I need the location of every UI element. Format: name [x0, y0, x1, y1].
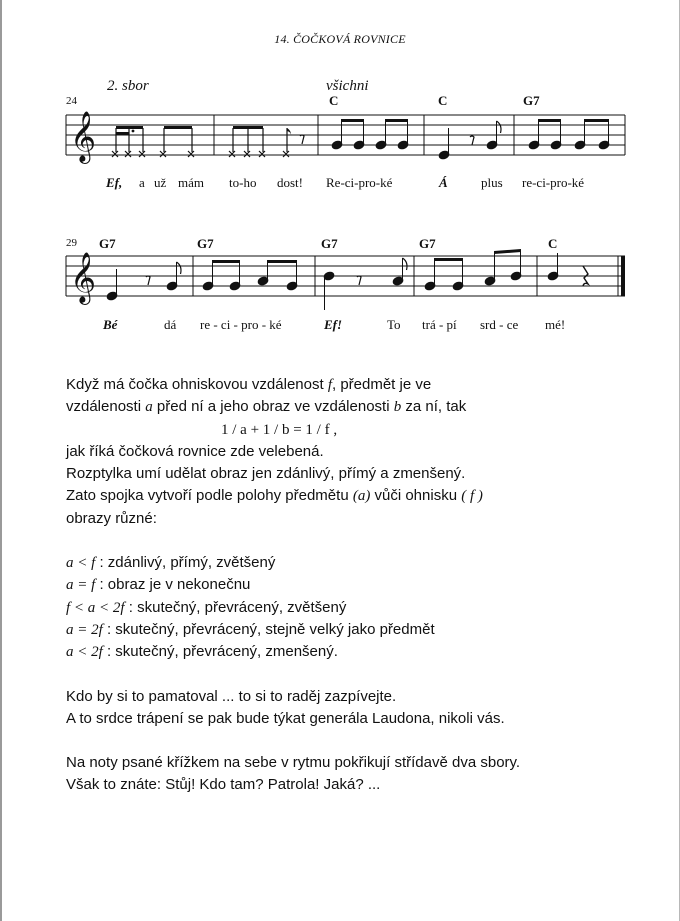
chord-label: C [548, 236, 558, 251]
chord-label: C [329, 93, 339, 108]
case-line [66, 552, 646, 574]
lyric: re - ci - pro - ké [200, 317, 282, 332]
text-line: Však to znáte: Stůj! Kdo tam? Patrola! Jaká? ... [66, 776, 381, 794]
text-fragment: , předmět je ve [331, 376, 432, 393]
case-result: : zdánlivý, přímý, zvětšený [95, 554, 276, 572]
lyric: Bé [103, 317, 118, 332]
case-line [66, 619, 646, 641]
staff-system-2 [66, 236, 625, 332]
final-barline [621, 256, 625, 296]
chord-label: G7 [523, 93, 540, 108]
case-condition: a = f [66, 577, 96, 594]
case-result: : skutečný, převrácený, stejně velký jako předmět [102, 620, 435, 638]
page-title: 14. ČOČKOVÁ ROVNICE [274, 32, 406, 46]
lyric: Ef! [324, 317, 343, 332]
notes-measure-32 [424, 249, 522, 291]
variable-f: f [327, 377, 332, 393]
lyric: Á [439, 175, 448, 190]
text-fragment: Zato spojka vytvoří podle polohy předmětu [66, 487, 353, 505]
treble-clef-icon: 𝄞 [70, 111, 97, 162]
notes-measure-29 [106, 262, 181, 301]
lyric: Re-ci-pro-ké [326, 175, 393, 190]
case-condition: a < f [66, 555, 96, 572]
chord-label: G7 [197, 236, 214, 251]
case-result: : skutečný, převrácený, zmenšený. [102, 643, 338, 661]
text-line [66, 485, 646, 507]
music-score [0, 0, 680, 360]
variable-b: b [393, 399, 402, 416]
lyric: dost! [277, 175, 303, 190]
lyric: mám [178, 175, 204, 190]
variable-f: ( f ) [461, 488, 483, 505]
lyric: mé! [545, 317, 566, 332]
staff-system-1 [66, 78, 625, 190]
text-line [66, 396, 646, 418]
case-condition: a = 2f [66, 621, 103, 638]
spoken-notes [112, 128, 289, 157]
text-line: A to srdce trápení se pak bude týkat generála Laudona, nikoli vás. [66, 709, 505, 727]
chord-label: G7 [99, 236, 116, 251]
lens-equation: 1 / a + 1 / b = 1 / f , [221, 421, 338, 438]
text-line: Rozptylka umí udělat obraz jen zdánlivý, přímý a zmenšený. [66, 465, 466, 483]
lyric: trá - pí [422, 317, 457, 332]
case-condition: a < 2f [66, 644, 103, 661]
case-line [66, 641, 646, 663]
text-line: Kdo by si to pamatoval ... to si to raděj zazpívejte. [66, 687, 397, 705]
lyric: plus [481, 175, 503, 190]
section-label-vsichni: všichni [326, 78, 369, 94]
text-line: obrazy různé: [66, 509, 157, 527]
measure-number-29: 29 [66, 237, 77, 249]
lyric: re-ci-pro-ké [522, 175, 585, 190]
text-fragment: vzdálenosti [66, 398, 146, 416]
text-fragment: vůči ohnisku [370, 487, 462, 505]
text-fragment: za ní, tak [401, 398, 467, 416]
chord-label: G7 [419, 236, 436, 251]
lyric: dá [164, 317, 177, 332]
notes-measure-33 [547, 253, 588, 286]
notes-measure-4 [438, 121, 501, 160]
section-label-2-sbor: 2. sbor [107, 78, 149, 94]
case-result: : skutečný, převrácený, zvětšený [124, 598, 347, 616]
text-line [66, 374, 646, 396]
lyric: to-ho [229, 175, 257, 190]
lyric: srd - ce [480, 317, 519, 332]
case-result: : obraz je v nekonečnu [95, 576, 251, 594]
case-condition: f < a < 2f [66, 599, 125, 616]
variable-a: (a) [352, 488, 371, 505]
text-line: jak říká čočková rovnice zde velebená. [66, 442, 324, 460]
lyric: Ef, [106, 175, 123, 190]
text-line: Na noty psané křížkem na sebe v rytmu pokřikují střídavě dva sbory. [66, 754, 521, 772]
text-fragment: Když má čočka ohniskovou vzdálenost [66, 376, 328, 393]
lyric: a [139, 175, 145, 190]
chord-label: C [438, 93, 448, 108]
staff-lines [66, 256, 625, 296]
body-text [66, 374, 646, 797]
measure-number-24: 24 [66, 95, 77, 107]
treble-clef-icon: 𝄞 [70, 252, 97, 303]
variable-a: a [145, 399, 153, 416]
lyric: To [387, 317, 401, 332]
case-line [66, 597, 646, 619]
lyric: už [154, 175, 167, 190]
text-fragment: před ní a jeho obraz ve vzdálenosti [152, 398, 394, 416]
chord-label: G7 [321, 236, 338, 251]
case-line [66, 574, 646, 596]
